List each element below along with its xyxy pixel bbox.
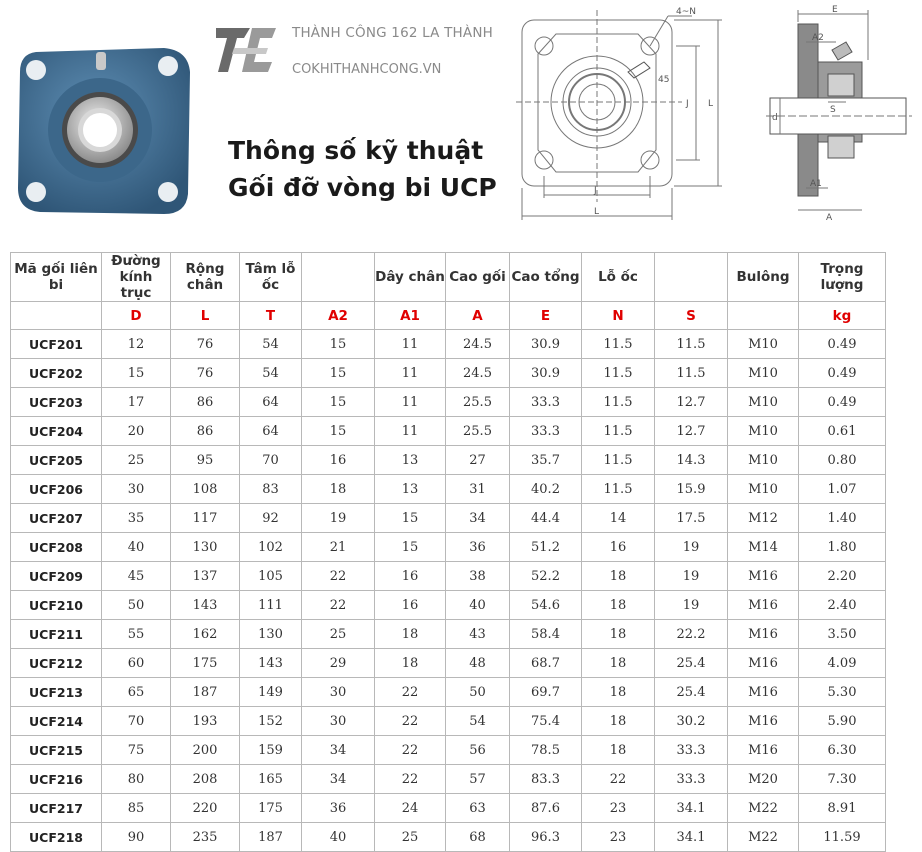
table-cell: 19 [655, 562, 728, 591]
table-cell: 149 [240, 678, 302, 707]
table-cell: M12 [728, 504, 799, 533]
model-code-cell: UCF207 [11, 504, 102, 533]
table-cell: 11 [375, 388, 446, 417]
table-cell: 15 [302, 330, 375, 359]
model-code-cell: UCF217 [11, 794, 102, 823]
table-cell: 51.2 [510, 533, 582, 562]
table-cell: 80 [102, 765, 171, 794]
table-cell: 50 [102, 591, 171, 620]
table-cell: 2.20 [799, 562, 886, 591]
table-cell: 4.09 [799, 649, 886, 678]
model-code-cell: UCF210 [11, 591, 102, 620]
model-code-cell: UCF203 [11, 388, 102, 417]
table-cell: 34 [446, 504, 510, 533]
spec-table [10, 252, 886, 852]
model-code-cell: UCF214 [11, 707, 102, 736]
table-cell: 11 [375, 359, 446, 388]
table-cell: 86 [171, 388, 240, 417]
table-cell: 30.9 [510, 330, 582, 359]
table-cell: 18 [582, 620, 655, 649]
table-cell: 16 [302, 446, 375, 475]
column-header: Bulông [728, 253, 799, 302]
column-symbol: T [240, 302, 302, 330]
table-cell: 18 [375, 620, 446, 649]
table-cell: 11.5 [582, 417, 655, 446]
brand-website: COKHITHANHCONG.VN [292, 62, 442, 77]
title-line-1: Thông số kỹ thuật [228, 136, 484, 165]
table-cell: 13 [375, 446, 446, 475]
table-cell: M14 [728, 533, 799, 562]
table-cell: 16 [375, 591, 446, 620]
column-symbol: A [446, 302, 510, 330]
table-cell: 33.3 [510, 388, 582, 417]
column-symbol: S [655, 302, 728, 330]
table-cell: 76 [171, 330, 240, 359]
model-code-cell: UCF218 [11, 823, 102, 852]
table-cell: 8.91 [799, 794, 886, 823]
table-cell: M16 [728, 736, 799, 765]
column-header: Đường kính trục [102, 253, 171, 302]
column-symbol [728, 302, 799, 330]
table-cell: 25.4 [655, 678, 728, 707]
table-cell: 22 [375, 678, 446, 707]
table-cell: 15 [302, 417, 375, 446]
label-a2: A2 [812, 33, 824, 43]
table-cell: 76 [171, 359, 240, 388]
table-cell: 24 [375, 794, 446, 823]
table-cell: 43 [446, 620, 510, 649]
table-cell: 56 [446, 736, 510, 765]
table-row [11, 446, 886, 475]
table-cell: 14 [582, 504, 655, 533]
label-a: A [826, 213, 833, 223]
column-header: Trọng lượng [799, 253, 886, 302]
table-cell: 35.7 [510, 446, 582, 475]
table-cell: 165 [240, 765, 302, 794]
table-cell: 105 [240, 562, 302, 591]
table-cell: 111 [240, 591, 302, 620]
table-cell: M16 [728, 707, 799, 736]
table-cell: 44.4 [510, 504, 582, 533]
table-cell: 1.40 [799, 504, 886, 533]
table-cell: 63 [446, 794, 510, 823]
table-cell: 36 [302, 794, 375, 823]
table-cell: 95 [171, 446, 240, 475]
table-cell: 5.90 [799, 707, 886, 736]
table-cell: M10 [728, 330, 799, 359]
table-cell: 5.30 [799, 678, 886, 707]
brand-name: THÀNH CÔNG 162 LA THÀNH [292, 25, 493, 41]
table-row [11, 736, 886, 765]
model-code-cell: UCF213 [11, 678, 102, 707]
table-cell: M16 [728, 562, 799, 591]
table-cell: 22.2 [655, 620, 728, 649]
model-code-cell: UCF211 [11, 620, 102, 649]
table-cell: 22 [582, 765, 655, 794]
technical-drawing [516, 2, 916, 228]
label-angle: 45 [658, 75, 670, 85]
table-cell: 19 [302, 504, 375, 533]
table-cell: 25.5 [446, 417, 510, 446]
table-cell: 25 [375, 823, 446, 852]
column-symbol: N [582, 302, 655, 330]
table-cell: 21 [302, 533, 375, 562]
column-header: Tâm lỗ ốc [240, 253, 302, 302]
table-cell: M16 [728, 678, 799, 707]
table-cell: 0.80 [799, 446, 886, 475]
table-cell: 38 [446, 562, 510, 591]
table-cell: 22 [302, 562, 375, 591]
label-s: S [830, 105, 836, 115]
table-cell: M10 [728, 359, 799, 388]
table-cell: 175 [171, 649, 240, 678]
table-cell: 52.2 [510, 562, 582, 591]
table-cell: 25 [302, 620, 375, 649]
table-cell: 54 [240, 330, 302, 359]
table-cell: 2.40 [799, 591, 886, 620]
table-row [11, 678, 886, 707]
table-cell: 22 [375, 736, 446, 765]
table-row [11, 794, 886, 823]
column-symbol: kg [799, 302, 886, 330]
table-row [11, 620, 886, 649]
table-cell: 11.5 [582, 359, 655, 388]
table-cell: 34.1 [655, 823, 728, 852]
table-cell: 15 [375, 504, 446, 533]
table-cell: 15 [302, 359, 375, 388]
table-row [11, 707, 886, 736]
table-cell: M10 [728, 417, 799, 446]
table-row [11, 417, 886, 446]
table-cell: 159 [240, 736, 302, 765]
table-cell: 15 [102, 359, 171, 388]
table-cell: 83.3 [510, 765, 582, 794]
table-cell: 30 [302, 707, 375, 736]
table-cell: 90 [102, 823, 171, 852]
table-cell: 58.4 [510, 620, 582, 649]
table-cell: 45 [102, 562, 171, 591]
table-cell: 15 [375, 533, 446, 562]
table-cell: M20 [728, 765, 799, 794]
table-cell: 11 [375, 330, 446, 359]
table-cell: 33.3 [510, 417, 582, 446]
model-code-cell: UCF205 [11, 446, 102, 475]
model-code-cell: UCF206 [11, 475, 102, 504]
model-code-cell: UCF204 [11, 417, 102, 446]
table-cell: 108 [171, 475, 240, 504]
table-cell: 33.3 [655, 736, 728, 765]
table-cell: 18 [375, 649, 446, 678]
table-cell: 78.5 [510, 736, 582, 765]
table-cell: 18 [582, 591, 655, 620]
table-cell: 143 [240, 649, 302, 678]
column-header [655, 253, 728, 302]
label-l-bottom: L [594, 207, 600, 217]
table-cell: 68.7 [510, 649, 582, 678]
table-row [11, 359, 886, 388]
table-cell: 55 [102, 620, 171, 649]
model-code-cell: UCF216 [11, 765, 102, 794]
table-cell: 30.2 [655, 707, 728, 736]
table-cell: 11.5 [582, 475, 655, 504]
table-cell: 19 [655, 591, 728, 620]
table-cell: 12.7 [655, 417, 728, 446]
column-symbol: A1 [375, 302, 446, 330]
table-cell: 60 [102, 649, 171, 678]
table-cell: 22 [302, 591, 375, 620]
table-cell: 33.3 [655, 765, 728, 794]
model-code-cell: UCF215 [11, 736, 102, 765]
column-header: Cao tổng [510, 253, 582, 302]
table-cell: 64 [240, 388, 302, 417]
table-cell: M16 [728, 649, 799, 678]
table-cell: 18 [582, 562, 655, 591]
table-cell: 0.49 [799, 330, 886, 359]
column-symbol [11, 302, 102, 330]
table-cell: 30 [102, 475, 171, 504]
page-title [228, 132, 497, 206]
table-cell: 14.3 [655, 446, 728, 475]
table-cell: 25.4 [655, 649, 728, 678]
table-cell: M10 [728, 446, 799, 475]
label-j-bottom: J [594, 186, 597, 196]
table-cell: 18 [582, 707, 655, 736]
column-header: Mã gối liên bi [11, 253, 102, 302]
header-banner [0, 0, 922, 240]
table-cell: 87.6 [510, 794, 582, 823]
model-code-cell: UCF208 [11, 533, 102, 562]
spec-table-body [11, 330, 886, 852]
table-cell: 0.49 [799, 388, 886, 417]
table-cell: 19 [655, 533, 728, 562]
table-cell: 34 [302, 736, 375, 765]
table-cell: 68 [446, 823, 510, 852]
table-cell: 40.2 [510, 475, 582, 504]
table-cell: 11.5 [582, 388, 655, 417]
table-row [11, 388, 886, 417]
table-cell: 20 [102, 417, 171, 446]
table-cell: 18 [302, 475, 375, 504]
table-cell: 50 [446, 678, 510, 707]
table-cell: 40 [302, 823, 375, 852]
table-cell: M22 [728, 823, 799, 852]
table-cell: 92 [240, 504, 302, 533]
model-code-cell: UCF202 [11, 359, 102, 388]
table-row [11, 475, 886, 504]
table-cell: 36 [446, 533, 510, 562]
table-cell: 130 [171, 533, 240, 562]
table-cell: 11.5 [582, 330, 655, 359]
table-cell: 187 [171, 678, 240, 707]
table-cell: 17.5 [655, 504, 728, 533]
table-cell: 0.61 [799, 417, 886, 446]
table-cell: M16 [728, 620, 799, 649]
table-cell: 31 [446, 475, 510, 504]
table-cell: 96.3 [510, 823, 582, 852]
table-cell: 75.4 [510, 707, 582, 736]
table-cell: 152 [240, 707, 302, 736]
table-cell: 143 [171, 591, 240, 620]
table-cell: 83 [240, 475, 302, 504]
table-cell: 18 [582, 678, 655, 707]
table-cell: 30 [302, 678, 375, 707]
table-cell: 70 [102, 707, 171, 736]
table-cell: 65 [102, 678, 171, 707]
table-cell: 40 [446, 591, 510, 620]
table-cell: 40 [102, 533, 171, 562]
model-code-cell: UCF209 [11, 562, 102, 591]
table-cell: 16 [375, 562, 446, 591]
table-cell: 85 [102, 794, 171, 823]
table-cell: 12 [102, 330, 171, 359]
model-code-cell: UCF201 [11, 330, 102, 359]
table-cell: 29 [302, 649, 375, 678]
table-cell: 16 [582, 533, 655, 562]
label-l-side: L [708, 99, 714, 109]
table-row [11, 562, 886, 591]
table-cell: 18 [582, 649, 655, 678]
table-row [11, 330, 886, 359]
header-row [11, 253, 886, 302]
table-cell: 25.5 [446, 388, 510, 417]
table-row [11, 533, 886, 562]
table-cell: 11 [375, 417, 446, 446]
table-cell: 15 [302, 388, 375, 417]
table-cell: 11.5 [655, 359, 728, 388]
label-j-side: J [686, 99, 689, 109]
table-cell: M10 [728, 388, 799, 417]
label-e: E [832, 5, 838, 15]
table-cell: 23 [582, 823, 655, 852]
table-cell: 193 [171, 707, 240, 736]
table-cell: 130 [240, 620, 302, 649]
table-cell: 0.49 [799, 359, 886, 388]
table-cell: 7.30 [799, 765, 886, 794]
table-cell: 27 [446, 446, 510, 475]
column-header: Dây chân [375, 253, 446, 302]
table-cell: 86 [171, 417, 240, 446]
table-cell: 22 [375, 765, 446, 794]
table-row [11, 765, 886, 794]
table-cell: 15.9 [655, 475, 728, 504]
table-cell: 3.50 [799, 620, 886, 649]
table-row [11, 649, 886, 678]
table-cell: 11.59 [799, 823, 886, 852]
table-cell: 137 [171, 562, 240, 591]
column-header: Cao gối [446, 253, 510, 302]
table-cell: 34 [302, 765, 375, 794]
table-row [11, 823, 886, 852]
column-header: Rộng chân [171, 253, 240, 302]
table-row [11, 504, 886, 533]
table-cell: 220 [171, 794, 240, 823]
table-cell: 35 [102, 504, 171, 533]
table-cell: 75 [102, 736, 171, 765]
table-cell: 54 [446, 707, 510, 736]
table-cell: 208 [171, 765, 240, 794]
label-holes: 4~N [676, 7, 696, 17]
table-cell: 187 [240, 823, 302, 852]
table-cell: 235 [171, 823, 240, 852]
table-cell: 18 [582, 736, 655, 765]
column-symbol: A2 [302, 302, 375, 330]
table-cell: 6.30 [799, 736, 886, 765]
table-cell: 1.80 [799, 533, 886, 562]
label-a1: A1 [810, 179, 822, 189]
table-row [11, 591, 886, 620]
table-cell: 11.5 [655, 330, 728, 359]
table-cell: 13 [375, 475, 446, 504]
table-cell: 70 [240, 446, 302, 475]
front-view [516, 10, 722, 220]
table-cell: 117 [171, 504, 240, 533]
column-symbol: L [171, 302, 240, 330]
table-cell: 54 [240, 359, 302, 388]
table-cell: 25 [102, 446, 171, 475]
table-cell: 11.5 [582, 446, 655, 475]
table-cell: 34.1 [655, 794, 728, 823]
table-cell: 200 [171, 736, 240, 765]
column-symbol: D [102, 302, 171, 330]
table-cell: M10 [728, 475, 799, 504]
table-cell: M16 [728, 591, 799, 620]
table-cell: 22 [375, 707, 446, 736]
table-cell: 69.7 [510, 678, 582, 707]
table-cell: 30.9 [510, 359, 582, 388]
table-cell: 17 [102, 388, 171, 417]
table-cell: 64 [240, 417, 302, 446]
model-code-cell: UCF212 [11, 649, 102, 678]
table-cell: 102 [240, 533, 302, 562]
spec-table-wrapper [10, 252, 886, 852]
column-header: Lỗ ốc [582, 253, 655, 302]
side-view [766, 10, 912, 210]
table-cell: 48 [446, 649, 510, 678]
label-d: d [772, 113, 778, 123]
table-cell: 175 [240, 794, 302, 823]
column-header [302, 253, 375, 302]
table-cell: 162 [171, 620, 240, 649]
table-cell: 24.5 [446, 330, 510, 359]
table-cell: 1.07 [799, 475, 886, 504]
company-logo [216, 24, 276, 76]
flange-bearing-photo [14, 46, 192, 216]
column-symbol: E [510, 302, 582, 330]
table-cell: 24.5 [446, 359, 510, 388]
symbol-row [11, 302, 886, 330]
table-cell: 23 [582, 794, 655, 823]
title-line-2: Gối đỡ vòng bi UCP [228, 173, 497, 202]
table-cell: 12.7 [655, 388, 728, 417]
table-cell: M22 [728, 794, 799, 823]
table-cell: 57 [446, 765, 510, 794]
table-cell: 54.6 [510, 591, 582, 620]
